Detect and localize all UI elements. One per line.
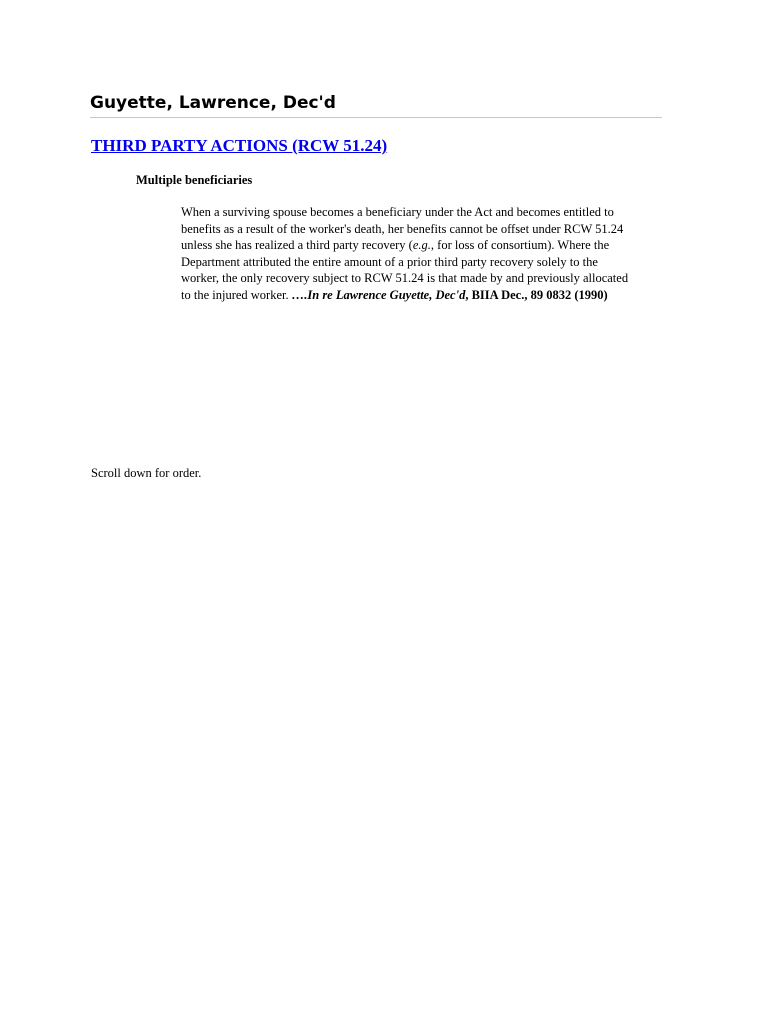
summary-line-5: worker, the only recovery subject to RCW 51.24 is that made by and previously allocated: [181, 271, 629, 285]
summary-line-3: [181, 237, 681, 254]
summary-line-3-end: , for loss of consortium). Where the: [430, 238, 610, 252]
summary-paragraph: [181, 204, 681, 303]
summary-line-6-start: to the injured worker.: [181, 287, 292, 302]
subheading-multiple-beneficiaries: Multiple beneficiaries: [136, 173, 253, 187]
citation-reference: , BIIA Dec., 89 0832 (1990): [465, 287, 608, 302]
citation-case-name: ….In re Lawrence Guyette, Dec'd: [291, 287, 466, 302]
eg-abbreviation: e.g.: [412, 238, 431, 252]
page-title: Guyette, Lawrence, Dec'd: [90, 92, 662, 118]
scroll-note: Scroll down for order.: [91, 466, 202, 480]
summary-line-3-start: unless she has realized a third party recovery (: [181, 238, 413, 252]
summary-line-2: benefits as a result of the worker's death, her benefits cannot be offset under RCW 51.24: [181, 221, 624, 236]
summary-line-6: [181, 287, 681, 304]
summary-line-4: Department attributed the entire amount of a prior third party recovery solely to the: [181, 254, 598, 269]
summary-line-1: When a surviving spouse becomes a beneficiary under the Act and becomes entitled to: [181, 205, 614, 219]
section-link-third-party-actions[interactable]: THIRD PARTY ACTIONS (RCW 51.24): [91, 136, 388, 155]
